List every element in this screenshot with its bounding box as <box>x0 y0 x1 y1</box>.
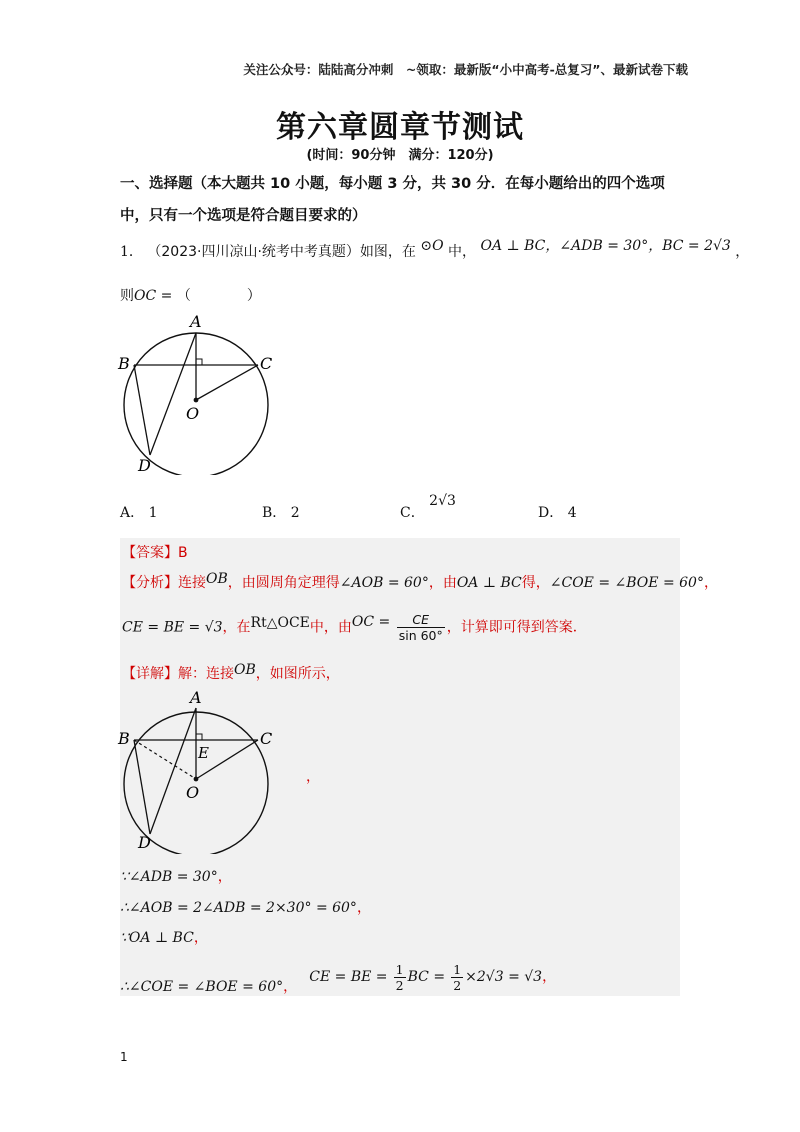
question-1-line-2 <box>120 285 261 305</box>
segment-ad <box>150 708 196 834</box>
analysis-math: Rt△OCE <box>250 614 310 631</box>
label-b: B <box>118 729 130 748</box>
analysis-text: ，由圆周角定理得 <box>227 575 340 591</box>
header-note: 关注公众号：陆陆高分冲刺 ~领取：最新版“小中高考-总复习”、最新试卷下载 <box>243 62 688 77</box>
step-math: ∵∠ADB = 30° <box>120 869 218 885</box>
analysis-text: 中，由 <box>309 619 352 636</box>
answer-value: B <box>178 545 188 561</box>
page-title: 第六章圆章节测试 <box>276 110 524 145</box>
analysis-text: ，在 <box>222 619 251 636</box>
segment-ob-dashed <box>134 740 196 779</box>
step-math: ∵OA ⊥ BC <box>120 930 194 946</box>
step-1 <box>120 866 232 886</box>
right-angle-mark <box>196 359 202 365</box>
circle-symbol: ⊙O <box>420 238 444 254</box>
analysis-text: ，由 <box>428 575 457 591</box>
label-o: O <box>186 404 200 423</box>
question-text: 中， <box>448 244 477 260</box>
center-point <box>194 398 199 403</box>
answer-line <box>122 542 188 562</box>
label-e: E <box>198 744 209 762</box>
label-o: O <box>186 783 200 802</box>
detail-tag: 【详解】 <box>122 666 178 682</box>
geometry-figure-2 <box>112 684 282 854</box>
center-point <box>194 777 199 782</box>
detail-math: OB <box>234 662 256 678</box>
option-b-label: B． <box>262 505 287 521</box>
option-c[interactable] <box>400 493 456 522</box>
option-d[interactable] <box>538 502 577 522</box>
fraction-numerator: 1 <box>395 962 404 977</box>
fraction-numerator: CE <box>397 612 445 628</box>
fraction-denominator: sin 60° <box>398 628 443 643</box>
right-angle-mark <box>196 734 202 740</box>
analysis-math: CE = BE = √3 <box>122 619 223 636</box>
fraction-denominator: 2 <box>453 978 462 993</box>
option-b[interactable] <box>262 502 300 522</box>
step-math: BC = <box>407 969 446 985</box>
fraction-half-1 <box>394 962 406 993</box>
option-a-label: A． <box>120 505 145 521</box>
question-number: 1． <box>120 244 143 260</box>
label-c: C <box>260 729 273 748</box>
analysis-text: 得， <box>521 575 550 591</box>
step-comma: ， <box>217 869 232 885</box>
step-math: ∴∠AOB = 2∠ADB = 2×30° = 60° <box>120 900 357 916</box>
step-math: ×2√3 = √3 <box>465 969 543 985</box>
question-condition: OA ⊥ BC，∠ADB = 30°，BC = 2√3 <box>480 238 731 254</box>
fraction-numerator: 1 <box>453 962 462 977</box>
option-d-value: 4 <box>567 505 577 521</box>
analysis-line-2 <box>122 612 587 643</box>
option-a[interactable] <box>120 502 158 522</box>
analysis-tag: 【分析】 <box>122 575 178 591</box>
fraction-half-2 <box>451 962 463 993</box>
label-c: C <box>260 354 273 373</box>
figure-comma: ， <box>306 769 320 785</box>
question-ask: 则 <box>120 288 134 304</box>
label-b: B <box>118 354 130 373</box>
analysis-math: ∠AOB = 60° <box>339 575 429 591</box>
option-b-value: 2 <box>290 505 300 521</box>
option-c-label: C． <box>400 505 425 521</box>
step-comma: ， <box>283 979 298 995</box>
question-source: （2023·四川凉山·统考中考真题）如图，在 <box>147 244 416 260</box>
step-math: CE = BE = <box>309 969 388 985</box>
segment-bd <box>134 740 150 834</box>
option-d-label: D． <box>538 505 564 521</box>
fraction-denominator: 2 <box>395 978 404 993</box>
step-comma: ， <box>356 900 371 916</box>
segment-bd <box>134 365 150 455</box>
option-c-value: 2√3 <box>429 493 456 509</box>
geometry-figure-1 <box>112 305 282 475</box>
fraction-ce-sin60 <box>397 612 445 643</box>
analysis-text: ， <box>703 575 718 591</box>
analysis-text: ，计算即可得到答案． <box>446 619 587 636</box>
label-a: A <box>190 312 202 331</box>
question-1-line-1 <box>120 238 750 261</box>
step-2 <box>120 897 371 917</box>
step-4 <box>120 962 556 993</box>
label-d: D <box>138 833 151 852</box>
page-number: 1 <box>120 1050 128 1064</box>
step-math: ∴∠COE = ∠BOE = 60° <box>120 979 284 995</box>
step-3 <box>120 927 208 947</box>
segment-oc <box>196 365 258 400</box>
detail-line <box>122 663 340 683</box>
answer-blank: （ ） <box>176 288 261 304</box>
answer-tag: 【答案】 <box>122 545 178 561</box>
question-text-end: ， <box>735 244 750 260</box>
analysis-math: OB <box>206 571 228 587</box>
exam-meta: (时间：90分钟 满分：120分) <box>306 148 494 163</box>
step-comma: ， <box>193 930 208 946</box>
question-ask-math: OC = <box>134 288 177 304</box>
step-comma: ， <box>542 969 557 985</box>
segment-ad <box>150 333 196 455</box>
detail-text: ，如图所示， <box>255 666 340 682</box>
detail-text: 解：连接 <box>178 666 234 682</box>
analysis-math: ∠COE = ∠BOE = 60° <box>549 575 704 591</box>
section-heading: 一、选择题（本大题共 10 小题，每小题 3 分，共 30 分．在每小题给出的四个选项中，只有一个选项是符合题目要求的） <box>120 176 665 224</box>
analysis-math: OA ⊥ BC <box>456 575 522 591</box>
analysis-line-1 <box>122 572 718 592</box>
analysis-text: 连接 <box>178 575 206 591</box>
label-d: D <box>138 456 151 475</box>
label-a: A <box>190 688 202 707</box>
option-a-value: 1 <box>148 505 158 521</box>
analysis-math: OC = <box>351 613 391 630</box>
